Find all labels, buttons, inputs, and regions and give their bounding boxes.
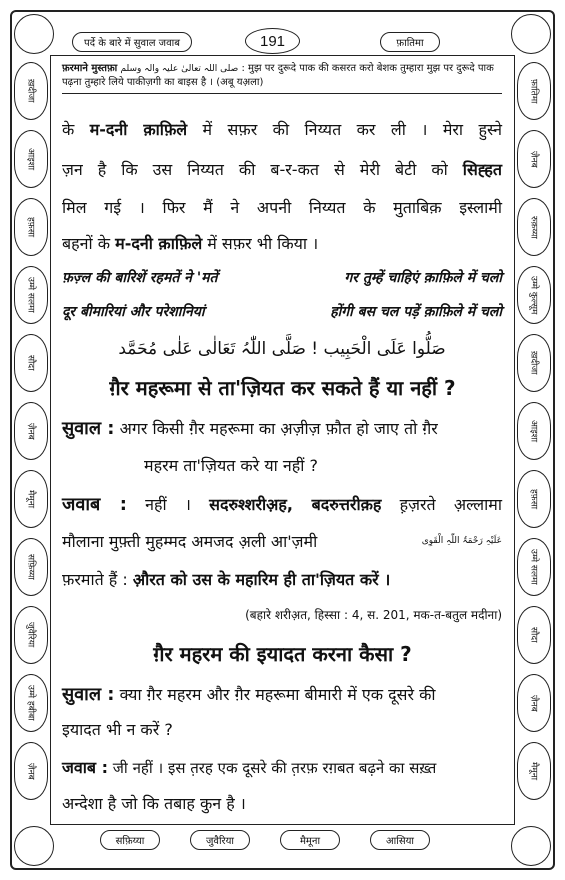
notice-lead: फ़रमाने मुस्तफ़ा	[62, 63, 118, 74]
durood-line: صَلُّوا عَلَی الْحَبِیب ! صَلَّی اللّٰہُ تَعَالٰی عَلٰی مُحَمَّد	[118, 339, 446, 359]
text-span: के	[62, 120, 90, 139]
side-medallion-label: ख़दीजा	[25, 79, 36, 103]
body-line	[62, 158, 502, 180]
body-line	[62, 568, 502, 590]
corner-ornament-top-left	[14, 14, 54, 54]
side-medallion-label: ज़ैनब	[25, 422, 36, 440]
page-number: 191	[245, 28, 300, 54]
side-medallion-left	[14, 538, 48, 596]
side-medallion-right	[517, 402, 551, 460]
header-right-title: फ़ातिमा	[380, 32, 440, 52]
side-medallion-right	[517, 674, 551, 732]
text-span: ज़न है कि उस निय्यत की ब-र-कत से मेरी बेटी को	[62, 160, 463, 179]
question-label: सुवाल :	[62, 684, 115, 705]
footer-label: आसिया	[370, 830, 430, 850]
side-medallion-label: उम्मे कुल्सूम	[528, 275, 539, 315]
text-span: महरम ता'ज़ियत करे या नहीं ?	[144, 456, 318, 475]
question-line	[62, 682, 502, 706]
question-label: सुवाल :	[62, 418, 115, 439]
poem-hemistich: होंगी बस चल पड़ें क़ाफ़िले में चलो	[330, 304, 502, 320]
side-medallion-left	[14, 742, 48, 800]
body-line	[62, 232, 502, 254]
answer-line	[62, 756, 502, 778]
side-medallion-left	[14, 198, 48, 256]
poem-hemistich: गर तुम्हें चाहिएं क़ाफ़िले में चलो	[344, 270, 502, 286]
body-line	[62, 454, 502, 476]
footer-label: मैमूना	[280, 830, 340, 850]
poem-hemistich: दूर बीमारियां और परेशानियां	[62, 304, 205, 320]
side-medallion-label: जुवैरिया	[25, 622, 36, 648]
text-span: अन्देशा है जो कि तबाह कुन है ।	[62, 794, 246, 813]
text-span: बहनों के	[62, 234, 116, 253]
text-span-bold: सिह्हत	[462, 160, 502, 179]
text-span: क्या ग़ैर महरम और ग़ैर महरूमा बीमारी में एक दूसरे की	[114, 685, 436, 704]
side-medallion-left	[14, 266, 48, 324]
side-medallion-label: ज़ैनब	[528, 150, 539, 168]
side-medallion-left	[14, 62, 48, 120]
side-medallion-label: आइशा	[528, 419, 539, 443]
hadith-notice	[62, 62, 502, 94]
text-span: मौलाना मुफ़्ती मुहम्मद अमजद अ़ली आ'ज़मी	[62, 532, 318, 551]
side-medallion-left	[14, 402, 48, 460]
text-span: मिल गई । फिर मैं ने अपनी निय्यत के मुताबिक़ इस्लामी	[62, 198, 502, 217]
side-medallion-right	[517, 470, 551, 528]
corner-ornament-bottom-right	[511, 826, 551, 866]
side-medallion-label: उम्मे हबीबा	[25, 685, 36, 721]
side-medallion-label: मैमूना	[528, 761, 539, 781]
notice-text: : मुझ पर दुरूदे पाक की कसरत करो बेशक तुम्हारा मुझ पर दुरूदे पाक पढ़ना तुम्हारे लिये पाकीज़गी का बाइस है । (अबू यअ़ला)	[62, 63, 494, 88]
corner-ornament-top-right	[511, 14, 551, 54]
side-medallion-label: ज़ैनब	[25, 762, 36, 780]
side-medallion-left	[14, 334, 48, 392]
body-line	[62, 792, 502, 814]
side-medallion-right	[517, 538, 551, 596]
text-span-bold: म-दनी क़ाफ़िले	[115, 234, 203, 253]
side-medallion-right	[517, 334, 551, 392]
side-medallion-label: रुक़य्या	[528, 215, 539, 239]
side-medallion-label: फ़ातिमा	[528, 78, 539, 104]
poem-line	[62, 268, 502, 287]
text-span: में सफ़र भी किया ।	[202, 234, 319, 253]
side-medallion-label: उम्मे सलमा	[25, 277, 36, 313]
side-medallion-right	[517, 62, 551, 120]
poem-line	[62, 302, 502, 321]
side-medallion-label: हफ़सा	[528, 488, 539, 510]
question-line	[62, 416, 502, 440]
side-medallion-label: उम्मे सलमा	[528, 549, 539, 585]
text-span-bold: औ़रत को उस के महारिम ही ता'ज़ियत करें ।	[132, 570, 391, 589]
arabic-honorific: عَلَیْہِ رَحْمَۃُ اللّٰہِ الْقَوِی	[421, 536, 502, 546]
side-medallion-right	[517, 742, 551, 800]
text-span: नहीं ।	[126, 495, 210, 514]
notice-arabic-blessing: صلی اللہ تعالیٰ علیہ والہ وسلم	[120, 64, 239, 74]
text-span: अगर किसी ग़ैर महरूमा का अ़ज़ीज़ फ़ौत हो जाए तो ग़ैर	[114, 419, 438, 438]
section-heading: ग़ैर महरम की इयादत करना कैसा ?	[153, 642, 412, 666]
side-medallion-label: मैमूना	[25, 489, 36, 509]
side-medallion-left	[14, 470, 48, 528]
text-span-bold: म-दनी क़ाफ़िले	[89, 120, 188, 139]
header-left-title: पर्दे के बारे में सुवाल जवाब	[72, 32, 192, 52]
poem-hemistich: फ़ज़्ल की बारिशें रहमतें ने 'मतें	[62, 270, 218, 286]
footer-label: सफ़िय्या	[100, 830, 160, 850]
body-line	[62, 718, 502, 740]
side-medallion-label: हफ़सा	[25, 216, 36, 238]
text-span: ह़ज़रते अ़ल्लामा	[381, 495, 502, 514]
body-line	[62, 118, 502, 140]
answer-label: जवाब :	[62, 758, 109, 777]
side-medallion-label: ज़ैनब	[528, 694, 539, 712]
text-span: फ़रमाते हैं :	[62, 570, 133, 589]
side-medallion-label: सौदा	[25, 355, 36, 371]
side-medallion-right	[517, 130, 551, 188]
side-medallion-label: आइशा	[25, 147, 36, 171]
side-medallion-right	[517, 266, 551, 324]
corner-ornament-bottom-left	[14, 826, 54, 866]
answer-line	[62, 492, 502, 516]
side-medallion-left	[14, 674, 48, 732]
side-medallion-label: ख़दीजा	[528, 351, 539, 375]
body-line	[62, 196, 502, 218]
side-medallion-right	[517, 198, 551, 256]
side-medallion-right	[517, 606, 551, 664]
side-medallion-label: सफ़िय्या	[25, 554, 36, 580]
reference-citation: (बहारे शरीअ़त, हिस्सा : 4, स. 201, मक-त-बतुल मदीना)	[245, 608, 502, 622]
side-medallion-left	[14, 606, 48, 664]
footer-label: जुवैरिया	[190, 830, 250, 850]
section-heading: ग़ैर महरूमा से ता'ज़ियत कर सकते हैं या नहीं ?	[109, 376, 456, 400]
text-span: जी नहीं । इस त़रह एक दूसरे की त़रफ़ रग़बत बढ़ने का सख़्त	[108, 759, 437, 777]
text-span: में सफ़र की निय्यत कर ली । मेरा हुस्ने	[187, 120, 502, 139]
side-medallion-label: सौदा	[528, 627, 539, 643]
body-line	[62, 530, 502, 552]
text-span: इयादत भी न करें ?	[62, 720, 173, 739]
answer-label: जवाब :	[62, 494, 127, 515]
text-span-bold: सदरुश्शरीअ़ह, बदरुत्तरीक़ह	[209, 495, 382, 514]
side-medallion-left	[14, 130, 48, 188]
